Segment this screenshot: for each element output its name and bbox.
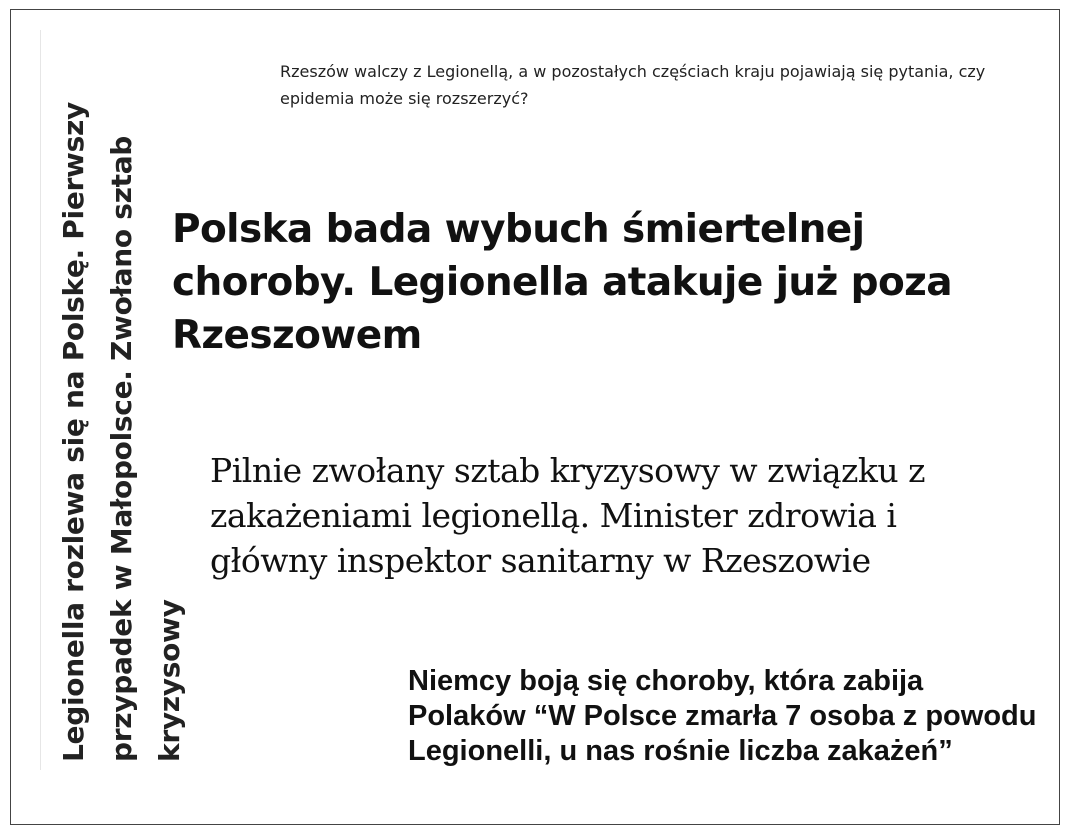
headline-bottom: Niemcy boją się choroby, która zabija Polaków “W Polsce zmarła 7 osoba z powodu Legionelli, u nas rośnie liczba zakażeń” xyxy=(408,665,1037,767)
headline-top: Rzeszów walczy z Legionellą, a w pozostałych częściach kraju pojawiają się pytania, czy epidemia może się rozszerzyć? xyxy=(280,62,986,108)
headline-vertical: Legionella rozlewa się na Polskę. Pierwszy przypadek w Małopolsce. Zwołano sztab kryzysowy xyxy=(57,102,186,762)
headline-serif: Pilnie zwołany sztab kryzysowy w związku z zakażeniami legionellą. Minister zdrowia i główny inspektor sanitarny w Rzeszowie xyxy=(210,451,926,580)
headline-main: Polska bada wybuch śmiertelnej choroby. Legionella atakuje już poza Rzeszowem xyxy=(172,207,952,358)
divider-line xyxy=(40,30,41,770)
